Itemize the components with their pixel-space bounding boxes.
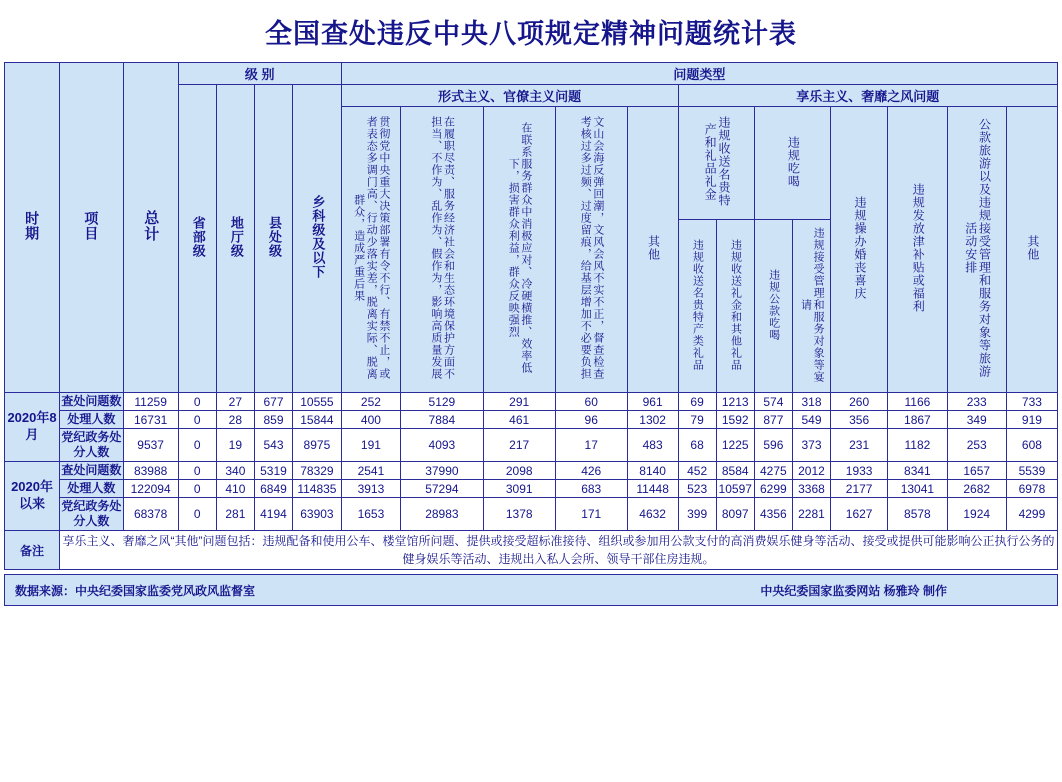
cell: 13041 [888,480,947,498]
cell: 231 [831,429,888,462]
cell: 63903 [293,498,342,531]
cell: 281 [216,498,254,531]
note-row [5,531,1058,570]
cell: 318 [792,393,830,411]
header-formalism-col-2: 在履职尽责、服务经济社会和生态环境保护方面不担当、不作为、乱作为、假作为，影响高质量发展 [401,107,484,393]
header-hedonism-travel: 公款旅游以及违规接受管理和服务对象等旅游活动安排 [947,107,1006,393]
note-label: 备注 [5,531,60,570]
row-label: 处理人数 [60,480,124,498]
cell: 69 [678,393,716,411]
header-level-group: 级 别 [178,63,341,85]
cell: 253 [947,429,1006,462]
cell: 1592 [716,411,754,429]
cell: 543 [254,429,292,462]
header-hedonism-group: 享乐主义、奢靡之风问题 [678,85,1057,107]
cell: 8975 [293,429,342,462]
header-hedonism-dining-sub-1: 违规公款吃喝 [754,220,792,393]
cell: 217 [483,429,555,462]
header-formalism-group: 形式主义、官僚主义问题 [341,85,678,107]
cell: 11448 [627,480,678,498]
cell: 5319 [254,462,292,480]
cell: 0 [178,480,216,498]
cell: 349 [947,411,1006,429]
cell: 608 [1006,429,1057,462]
row-period-2020-ylai: 2020年以来 [5,462,60,531]
cell: 171 [555,498,627,531]
cell: 961 [627,393,678,411]
cell: 426 [555,462,627,480]
row-period-2020-08: 2020年8月 [5,393,60,462]
credit: 中央纪委国家监委网站 杨雅玲 制作 [760,583,947,598]
cell: 10597 [716,480,754,498]
statistics-table [4,62,1058,570]
cell: 1657 [947,462,1006,480]
cell: 3913 [341,480,400,498]
header-total: 总计 [123,63,178,393]
cell: 410 [216,480,254,498]
cell: 19 [216,429,254,462]
cell: 28983 [401,498,484,531]
cell: 1213 [716,393,754,411]
cell: 859 [254,411,292,429]
cell: 7884 [401,411,484,429]
cell: 17 [555,429,627,462]
cell: 4299 [1006,498,1057,531]
cell: 400 [341,411,400,429]
header-item: 项目 [60,63,124,393]
header-hedonism-allowance: 违规发放津补贴或福利 [888,107,947,393]
header-level-xianchu: 县处级 [254,85,292,393]
cell: 733 [1006,393,1057,411]
cell: 233 [947,393,1006,411]
cell: 191 [341,429,400,462]
header-hedonism-gift-sub-2: 违规收送礼金和其他礼品 [716,220,754,393]
cell: 37990 [401,462,484,480]
cell: 2177 [831,480,888,498]
cell: 4275 [754,462,792,480]
cell: 523 [678,480,716,498]
cell: 4093 [401,429,484,462]
cell: 60 [555,393,627,411]
cell: 78329 [293,462,342,480]
header-level-sheng: 省部级 [178,85,216,393]
cell: 8341 [888,462,947,480]
cell: 877 [754,411,792,429]
cell: 1378 [483,498,555,531]
cell: 6299 [754,480,792,498]
table-row [5,462,1058,480]
cell: 919 [1006,411,1057,429]
cell: 2012 [792,462,830,480]
cell: 683 [555,480,627,498]
cell: 483 [627,429,678,462]
cell: 3368 [792,480,830,498]
cell: 5129 [401,393,484,411]
cell: 596 [754,429,792,462]
cell: 2682 [947,480,1006,498]
cell: 574 [754,393,792,411]
header-level-xiangke: 乡科级及以下 [293,85,342,393]
header-hedonism-dining-group: 违规吃喝 [754,107,830,220]
cell: 114835 [293,480,342,498]
table-row [5,498,1058,531]
cell: 399 [678,498,716,531]
header-problem-type-group: 问题类型 [341,63,1057,85]
cell: 6849 [254,480,292,498]
cell: 96 [555,411,627,429]
header-hedonism-wedding: 违规操办婚丧喜庆 [831,107,888,393]
data-source: 数据来源：中央纪委国家监委党风政风监督室 [15,583,256,598]
cell: 68 [678,429,716,462]
cell: 452 [678,462,716,480]
cell-total: 16731 [123,411,178,429]
cell: 0 [178,393,216,411]
cell: 8140 [627,462,678,480]
cell: 57294 [401,480,484,498]
cell: 79 [678,411,716,429]
header-level-diting: 地厅级 [216,85,254,393]
header-hedonism-other: 其他 [1006,107,1057,393]
cell: 5539 [1006,462,1057,480]
row-label: 查处问题数 [60,393,124,411]
header-hedonism-gift-group: 违规收送名贵特产和礼品礼金 [678,107,754,220]
header-formalism-col-1: 贯彻党中央重大决策部署有令不行、有禁不止，或者表态多调门高、行动少落实差，脱离实际、脱离群众，造成严重后果 [341,107,400,393]
table-row [5,393,1058,411]
cell: 260 [831,393,888,411]
footer-bar [4,574,1058,606]
cell: 4632 [627,498,678,531]
cell: 0 [178,429,216,462]
cell: 10555 [293,393,342,411]
cell: 8097 [716,498,754,531]
cell: 1166 [888,393,947,411]
cell: 340 [216,462,254,480]
cell-total: 9537 [123,429,178,462]
row-label: 查处问题数 [60,462,124,480]
page-title: 全国查处违反中央八项规定精神问题统计表 [265,18,797,49]
header-hedonism-gift-sub-1: 违规收送名贵特产类礼品 [678,220,716,393]
cell: 373 [792,429,830,462]
cell: 1924 [947,498,1006,531]
cell: 3091 [483,480,555,498]
cell: 8578 [888,498,947,531]
cell: 8584 [716,462,754,480]
cell: 0 [178,411,216,429]
cell: 15844 [293,411,342,429]
cell: 461 [483,411,555,429]
cell: 28 [216,411,254,429]
cell: 27 [216,393,254,411]
header-formalism-col-3: 在联系服务群众中消极应对、冷硬横推、效率低下，损害群众利益，群众反映强烈 [483,107,555,393]
header-hedonism-dining-sub-2: 违规接受管理和服务对象等宴请 [792,220,830,393]
cell: 291 [483,393,555,411]
cell: 1867 [888,411,947,429]
cell-total: 11259 [123,393,178,411]
cell: 252 [341,393,400,411]
cell-total: 68378 [123,498,178,531]
header-period: 时期 [5,63,60,393]
cell: 6978 [1006,480,1057,498]
cell: 356 [831,411,888,429]
row-label: 党纪政务处分人数 [60,498,124,531]
page-title-bar [0,0,1062,62]
row-label: 党纪政务处分人数 [60,429,124,462]
cell-total: 83988 [123,462,178,480]
header-formalism-col-other: 其他 [627,107,678,393]
cell: 2098 [483,462,555,480]
note-text: 享乐主义、奢靡之风“其他”问题包括：违规配备和使用公车、楼堂馆所问题、提供或接受超标准接待、组织或参加用公款支付的高消费娱乐健身等活动、接受或提供可能影响公正执行公务的健身娱乐等活动、违规出入私人会所、领导干部住房违规。 [60,531,1058,570]
cell: 549 [792,411,830,429]
cell: 2541 [341,462,400,480]
row-label: 处理人数 [60,411,124,429]
cell: 677 [254,393,292,411]
cell: 1627 [831,498,888,531]
cell-total: 122094 [123,480,178,498]
cell: 2281 [792,498,830,531]
table-row [5,411,1058,429]
header-formalism-col-4: 文山会海反弹回潮，文风会风不实不正，督查检查考核过多过频、过度留痕，给基层增加不必要负担 [555,107,627,393]
cell: 1302 [627,411,678,429]
cell: 1653 [341,498,400,531]
cell: 1225 [716,429,754,462]
cell: 4356 [754,498,792,531]
table-row [5,429,1058,462]
cell: 0 [178,462,216,480]
cell: 1182 [888,429,947,462]
cell: 0 [178,498,216,531]
cell: 1933 [831,462,888,480]
cell: 4194 [254,498,292,531]
table-row [5,480,1058,498]
